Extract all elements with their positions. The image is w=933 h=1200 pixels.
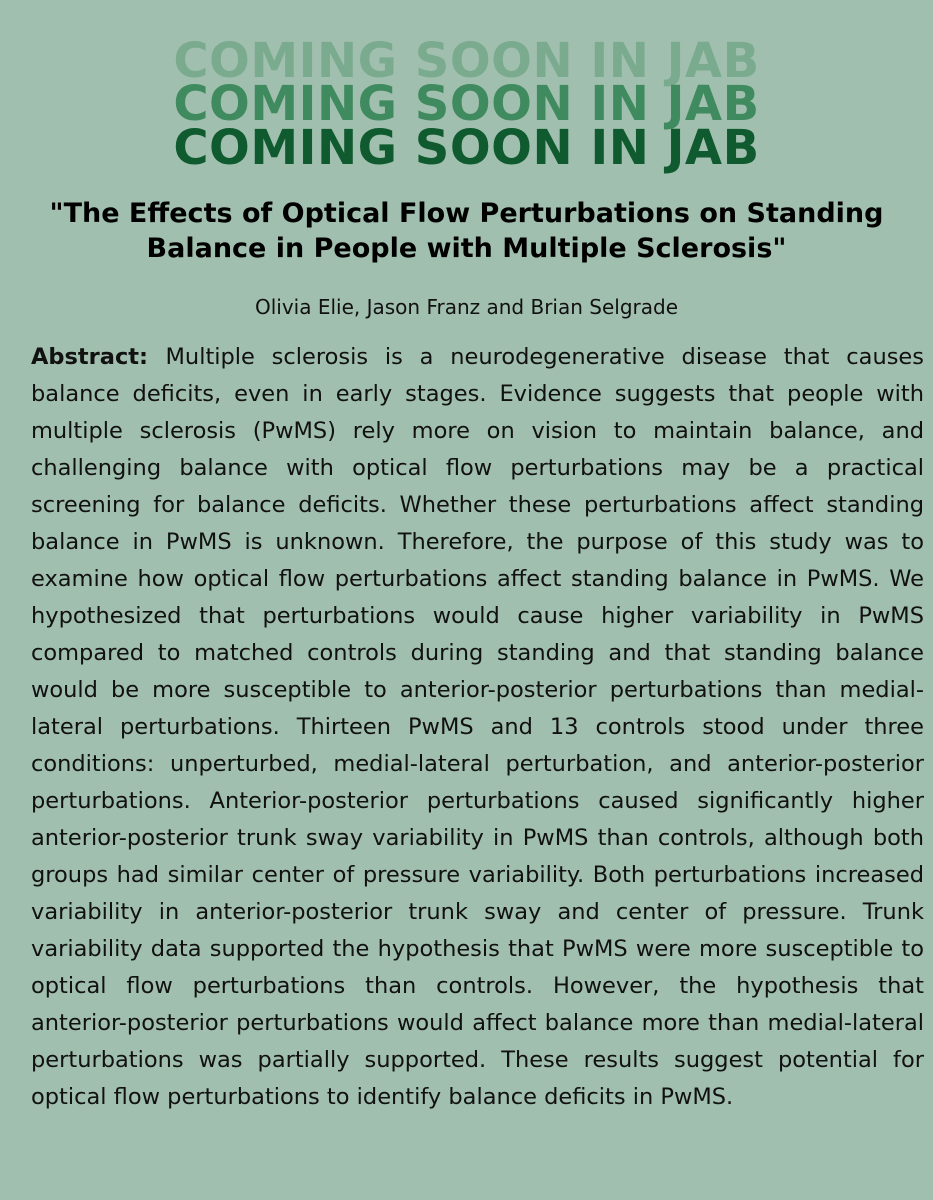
abstract-text: Multiple sclerosis is a neurodegenerative disease that causes balance deficits, even in early stages. Evidence suggests that people with multiple sclerosis (PwMS) rely more on vision to maintain balance, and challenging balance with optical flow perturbations may be a practical screening for balance deficits. Whether these perturbations affect standing balance in PwMS is unknown. Therefore, the purpose of this study was to examine how optical flow perturbations affect standing balance in PwMS. We hypothesized that perturbations would cause higher variability in PwMS compared to matched controls during standing and that standing balance would be more susceptible to anterior-posterior perturbations than medial-lateral perturbations. Thirteen PwMS and 13 controls stood under three conditions: unperturbed, medial-lateral perturbation, and anterior-posterior perturbations. Anterior-posterior perturbations caused significantly higher anterior-posterior trunk sway variability in PwMS than controls, although both groups had similar center of pressure variability. Both perturbations increased variability in anterior-posterior trunk sway and center of pressure. Trunk variability data supported the hypothesis that PwMS were more susceptible to optical flow perturbations than controls. However, the hypothesis that anterior-posterior perturbations would affect balance more than medial-lateral perturbations was partially supported. These results suggest potential for optical flow perturbations to identify balance deficits in PwMS.: [31, 344, 924, 1110]
abstract-label: Abstract:: [31, 344, 166, 370]
coming-soon-banner-dark: COMING SOON IN JAB: [173, 120, 760, 176]
coming-soon-banner-medium: COMING SOON IN JAB: [173, 76, 760, 132]
article-title: "The Effects of Optical Flow Perturbations on Standing Balance in People with Multiple Sclerosis": [49, 198, 884, 264]
abstract-block: [31, 339, 924, 1116]
coming-soon-banner-light: COMING SOON IN JAB: [173, 33, 760, 89]
article-authors: Olivia Elie, Jason Franz and Brian Selgrade: [254, 295, 679, 319]
